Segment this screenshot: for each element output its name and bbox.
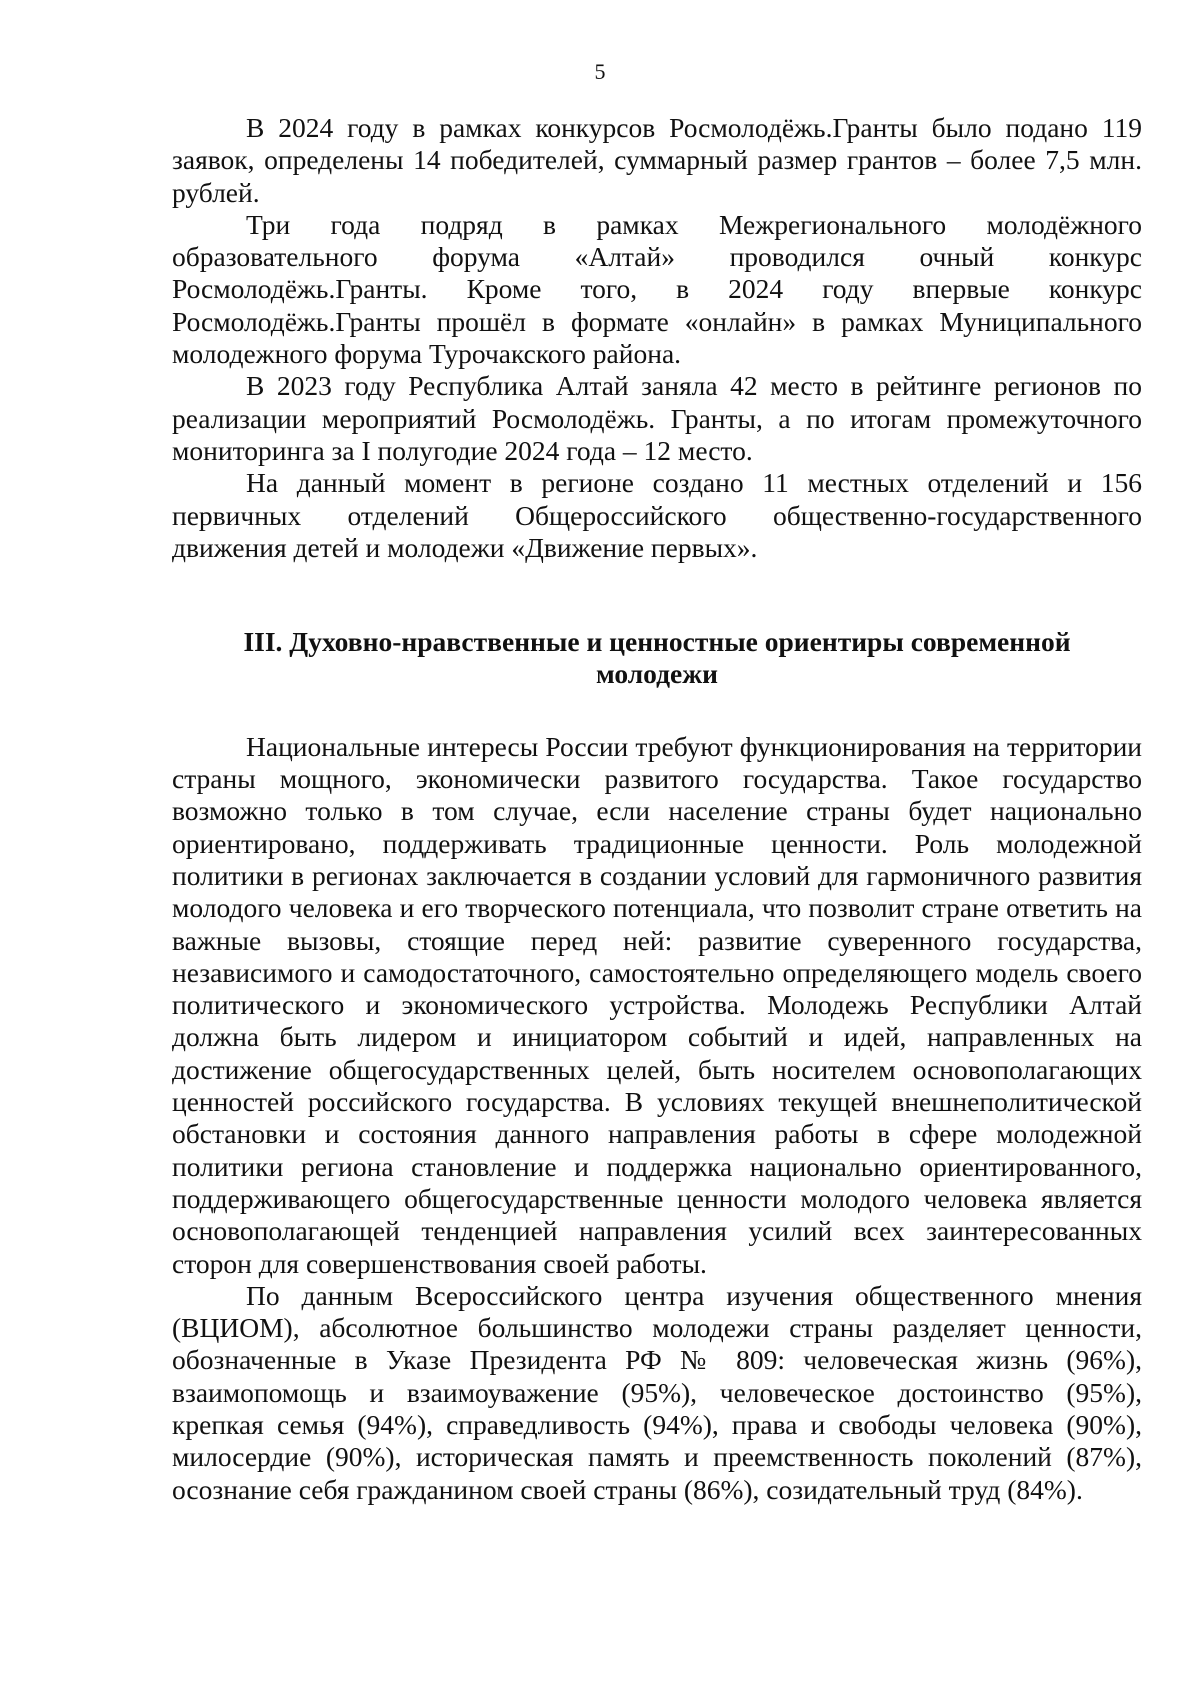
- paragraph-region-rating: В 2023 году Республика Алтай заняла 42 место в рейтинге регионов по реализации мероприятий Росмолодёжь. Гранты, а по итогам промежуточного мониторинга за I полугодие 2024 года – 12 место.: [172, 370, 1142, 466]
- page-number: 5: [594, 59, 606, 84]
- paragraph-vciom-survey: По данным Всероссийского центра изучения общественного мнения (ВЦИОМ), абсолютное большинство молодежи страны разделяет ценности, обозначенные в Указе Президента РФ № 809: человеческая жизнь (96%), взаимопомощь и взаимоуважение (95%), человеческое достоинство (95%), крепкая семья (94%), справедливость (94%), права и свободы человека (90%), милосердие (90%), историческая память и преемственность поколений (87%), осознание себя гражданином своей страны (86%), созидательный труд (84%).: [172, 1279, 1142, 1505]
- paragraph-altai-forum: Три года подряд в рамках Межрегионального молодёжного образовательного форума «Алтай» проводился очный конкурс Росмолодёжь.Гранты. Кроме того, в 2024 году впервые конкурс Росмолодёжь.Гранты прошёл в формате «онлайн» в рамках Муниципального молодежного форума Турочакского района.: [172, 208, 1142, 370]
- page-body: [172, 112, 1142, 1506]
- section-heading: [172, 626, 1142, 691]
- paragraph-movement-branches: На данный момент в регионе создано 11 местных отделений и 156 первичных отделений Общероссийского общественно-государственного движения детей и молодежи «Движение первых».: [172, 467, 1142, 563]
- paragraph-grants-applications: В 2024 году в рамках конкурсов Росмолодёжь.Гранты было подано 119 заявок, определены 14 победителей, суммарный размер грантов – более 7,5 млн. рублей.: [172, 112, 1142, 208]
- paragraph-national-interests: Национальные интересы России требуют функционирования на территории страны мощного, экономически развитого государства. Такое государство возможно только в том случае, если население страны будет национально ориентировано, поддерживать традиционные ценности. Роль молодежной политики в регионах заключается в создании условий для гармоничного развития молодого человека и его творческого потенциала, что позволит стране ответить на важные вызовы, стоящие перед ней: развитие суверенного государства, независимого и самодостаточного, самостоятельно определяющего модель своего политического и экономического устройства. Молодежь Республики Алтай должна быть лидером и инициатором событий и идей, направленных на достижение общегосударственных целей, быть носителем основополагающих ценностей российского государства. В условиях текущей внешнеполитической обстановки и состояния данного направления работы в сфере молодежной политики региона становление и поддержка национально ориентированного, поддерживающего общегосударственные ценности молодого человека является основополагающей тенденцией направления усилий всех заинтересованных сторон для совершенствования своей работы.: [172, 730, 1142, 1279]
- section-spacer: [172, 564, 1142, 626]
- section-heading-line-1: III. Духовно-нравственные и ценностные ориентиры современной: [243, 626, 1071, 658]
- heading-spacer: [172, 691, 1142, 731]
- section-heading-line-2: молодежи: [595, 658, 719, 690]
